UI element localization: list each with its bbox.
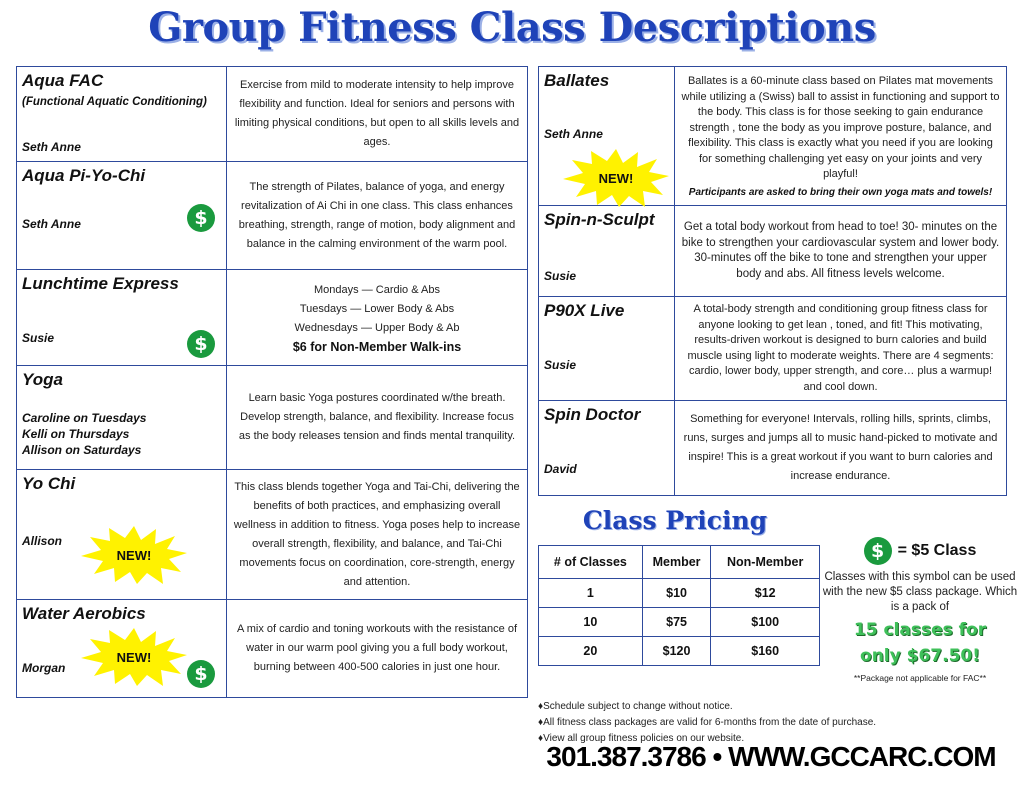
dollar-class-icon: $ xyxy=(187,204,215,232)
legend-note: **Package not applicable for FAC** xyxy=(853,673,987,683)
pricing-header: Member xyxy=(642,546,711,579)
dollar-class-icon: $ xyxy=(864,537,892,565)
schedule-line: Tuesdays — Lower Body & Abs xyxy=(299,303,455,315)
dollar-class-icon: $ xyxy=(187,330,215,358)
pricing-cell: $12 xyxy=(711,579,820,608)
class-row-spin-n-sculpt xyxy=(539,206,1006,297)
pricing-row xyxy=(539,579,820,608)
class-description: Learn basic Yoga postures coordinated w/the breath. Develop strength, balance, and flexibility. Increase focus as the body releases tension and finds mental tranquility. xyxy=(238,392,516,442)
walkin-price: $6 for Non-Member Walk-ins xyxy=(292,340,462,354)
schedule-line: Mondays — Cardio & Abs xyxy=(314,284,440,296)
policy-note: ♦Schedule subject to change without notice. xyxy=(538,701,733,712)
instructor: David xyxy=(544,462,577,476)
class-description: Exercise from mild to moderate intensity to help improve flexibility and function. Ideal for seniors and persons with limiting physical conditions, but open to all skills levels and ages. xyxy=(234,79,520,148)
pricing-cell: $100 xyxy=(711,608,820,637)
policy-notes xyxy=(538,699,876,747)
class-name: Spin-n-Sculpt xyxy=(544,210,655,229)
pricing-cell: $75 xyxy=(642,608,711,637)
legend-equals: = $5 Class xyxy=(897,542,977,559)
class-row-water-aerobics xyxy=(17,600,527,697)
class-name: Yoga xyxy=(22,370,63,389)
pricing-table xyxy=(538,545,820,666)
class-description: A mix of cardio and toning workouts with the resistance of water in our warm pool giving you a full body workout, burning between 400-500 calories in just one hour. xyxy=(236,623,518,673)
class-row-yo-chi xyxy=(17,470,527,600)
pricing-cell: $160 xyxy=(711,637,820,666)
new-badge: NEW! xyxy=(81,628,187,686)
contact-footer: 301.387.3786 • WWW.GCCARC.COM xyxy=(546,741,996,772)
pricing-cell: $10 xyxy=(642,579,711,608)
schedule-line: Wednesdays — Upper Body & Ab xyxy=(294,322,460,334)
pricing-header-row xyxy=(539,546,820,579)
left-class-panel xyxy=(16,66,528,698)
dollar-class-icon: $ xyxy=(187,660,215,688)
pricing-header: Non-Member xyxy=(711,546,820,579)
policy-note: ♦All fitness class packages are valid for 6-months from the date of purchase. xyxy=(538,717,877,728)
class-name: Yo Chi xyxy=(22,474,76,493)
instructor: Allison on Saturdays xyxy=(22,443,142,457)
instructor: Seth Anne xyxy=(22,140,81,154)
class-description: A total-body strength and conditioning group fitness class for anyone looking to get lean , toned, and fit! This motivating, results-driven workout is designed to burn calories and build muscle using light to moderate weights. There are 4 segments: cardio, lower body, upper strength, and core… plus a warmup! and cool down. xyxy=(687,303,994,393)
instructor: Seth Anne xyxy=(544,127,603,141)
class-name: Ballates xyxy=(544,71,610,90)
new-badge: NEW! xyxy=(81,526,187,584)
class-row-ballates xyxy=(539,67,1006,206)
legend-description: Classes with this symbol can be used with the new $5 class package. Which is a pack of xyxy=(822,571,1018,613)
class-name: Water Aerobics xyxy=(22,604,146,623)
right-class-panel xyxy=(538,66,1007,496)
class-description: This class blends together Yoga and Tai-Chi, delivering the benefits of both practices, and emphasizing overall wellness in addition to fitness. Yoga poses help to increase overall strength, flexibility, and balance, and Tai-Chi movements focus on coordination, core-strength, energy and attention. xyxy=(233,480,521,588)
class-row-lunchtime-express xyxy=(17,270,527,366)
instructor: Morgan xyxy=(22,661,66,675)
class-note: Participants are asked to bring their own yoga mats and towels! xyxy=(688,186,993,198)
class-name: Aqua Pi-Yo-Chi xyxy=(22,166,146,185)
class-row-yoga xyxy=(17,366,527,470)
instructor: Caroline on Tuesdays xyxy=(22,411,147,425)
class-subtitle: (Functional Aquatic Conditioning) xyxy=(22,96,207,108)
instructor: Seth Anne xyxy=(22,217,81,231)
class-name: Spin Doctor xyxy=(544,405,641,424)
package-legend xyxy=(822,536,1018,683)
page-title: Group Fitness Class Descriptions xyxy=(148,4,876,51)
policy-note: ♦View all group fitness policies on our website. xyxy=(538,733,745,744)
instructor: Kelli on Thursdays xyxy=(22,427,130,441)
instructor: Allison xyxy=(22,534,63,548)
class-description: Get a total body workout from head to toe! 30- minutes on the bike to strengthen your cardiovascular system and lower body. 30-minutes off the bike to tone and strengthen your upper body and abs. All fitness levels welcome. xyxy=(681,221,1000,280)
new-badge: NEW! xyxy=(563,149,669,207)
class-description: The strength of Pilates, balance of yoga, and energy revitalization of Ai Chi in one class. This class enhances breathing, strength, range of motion, body alignment and balance in the calming environment of the warm pool. xyxy=(238,180,516,250)
class-row-aqua-fac xyxy=(17,67,527,162)
class-name: Lunchtime Express xyxy=(22,274,179,293)
class-name: Aqua FAC xyxy=(22,71,104,90)
class-description: Something for everyone! Intervals, rolling hills, sprints, climbs, runs, surges and jumps all to music hand-picked to motivate and inspire! This is a great workout if you want to burn calories and increase endurance. xyxy=(683,413,998,482)
instructor: Susie xyxy=(22,331,55,345)
pricing-row xyxy=(539,608,820,637)
pricing-title: Class Pricing xyxy=(582,506,768,535)
instructor: Susie xyxy=(544,358,577,372)
class-row-spin-doctor xyxy=(539,401,1006,495)
pricing-cell: 20 xyxy=(539,637,643,666)
pricing-cell: 10 xyxy=(539,608,643,637)
instructor: Susie xyxy=(544,269,577,283)
pricing-row xyxy=(539,637,820,666)
promo-line: only $67.50! xyxy=(860,646,980,666)
class-row-p90x-live xyxy=(539,297,1006,401)
class-description: Ballates is a 60-minute class based on Pilates mat movements while utilizing a (Swiss) ball to assist in functioning and support to the body. This class is for those seeking to gain endurance strength , tone the body as you improve posture, balance, and flexibility. This class is exactly what you need if you are looking for something challenging yet easy on your joints and very playful! xyxy=(681,75,1000,181)
pricing-cell: $120 xyxy=(642,637,711,666)
class-name: P90X Live xyxy=(544,301,625,320)
class-row-aqua-pi-yo-chi xyxy=(17,162,527,270)
pricing-cell: 1 xyxy=(539,579,643,608)
pricing-header: # of Classes xyxy=(539,546,643,579)
promo-line: 15 classes for xyxy=(853,620,987,640)
